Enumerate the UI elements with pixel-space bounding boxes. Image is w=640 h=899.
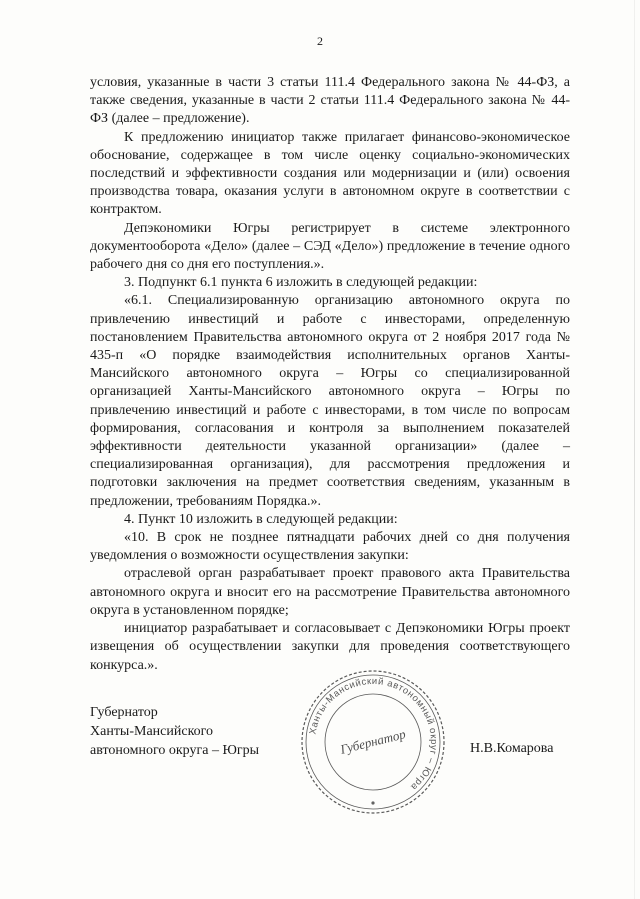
page-number: 2 — [317, 34, 323, 48]
signatory-name: Н.В.Комарова — [470, 741, 554, 756]
position-line: автономного округа – Югры — [90, 743, 259, 758]
paragraph: отраслевой орган разрабатывает проект правового акта Правительства автономного округа и вносит его на рассмотрение Правительства автономного округа в установленном порядке; — [90, 566, 570, 618]
position-line: Ханты-Мансийского — [90, 724, 214, 739]
position-line: Губернатор — [90, 705, 158, 720]
scan-edge — [634, 0, 635, 899]
signatory-position — [90, 703, 259, 760]
paragraph: 4. Пункт 10 изложить в следующей редакции: — [124, 511, 398, 527]
stamp-center-text: Губернатор — [338, 726, 408, 757]
paragraph: Депэкономики Югры регистрирует в системе электронного документооборота «Дело» (далее – СЭД «Дело») предложение в течение одного рабочего дня со дня его поступления.». — [90, 220, 570, 273]
paragraph: условия, указанные в части 3 статьи 111.4 Федерального закона № 44-ФЗ, а также сведения, указанные в части 2 статьи 111.4 Федерального закона № 44-ФЗ (далее – предложение). — [90, 75, 570, 127]
paragraph: «6.1. Специализированную организацию автономного округа по привлечению инвестиций и работе с инвесторами, определенную постановлением Правительства автономного округа от 2 ноября 2017 года № 435-п «О порядке взаимодействия исполнительных органов Ханты-Мансийского автономного округа – Югры со специализированной организацией Ханты-Мансийского автономного округа – Югры по привлечению инвестиций и работе с инвесторами, в том числе по вопросам формирования, согласования и контроля за выполнением показателей эффективности деятельности указанной организации» (далее – специализированная организация), для рассмотрения предложения и подготовки заключения на предмет соответствия сведениям, указанным в предложении, требованиям Порядка.». — [90, 293, 570, 509]
document-body — [90, 74, 570, 675]
stamp-ring-textpath: Ханты-Мансийский автономный округ – Югра — [307, 675, 439, 793]
paragraph: инициатор разрабатывает и согласовывает с Депэкономики Югры проект извещения об осуществлении закупки для проведения соответствующего конкурса.». — [90, 621, 570, 673]
official-stamp — [298, 667, 448, 817]
paragraph: К предложению инициатор также прилагает финансово-экономическое обоснование, содержащее в том числе оценку социально-экономических последствий и эффективности создания или модернизации и (или) освоения производства товара, оказания услуги в автономном округе в соответствии с контрактом. — [90, 129, 570, 218]
paragraph: 3. Подпункт 6.1 пункта 6 изложить в следующей редакции: — [124, 275, 478, 291]
paragraph: «10. В срок не позднее пятнадцати рабочих дней со дня получения уведомления о возможности осуществления закупки: — [90, 530, 570, 564]
